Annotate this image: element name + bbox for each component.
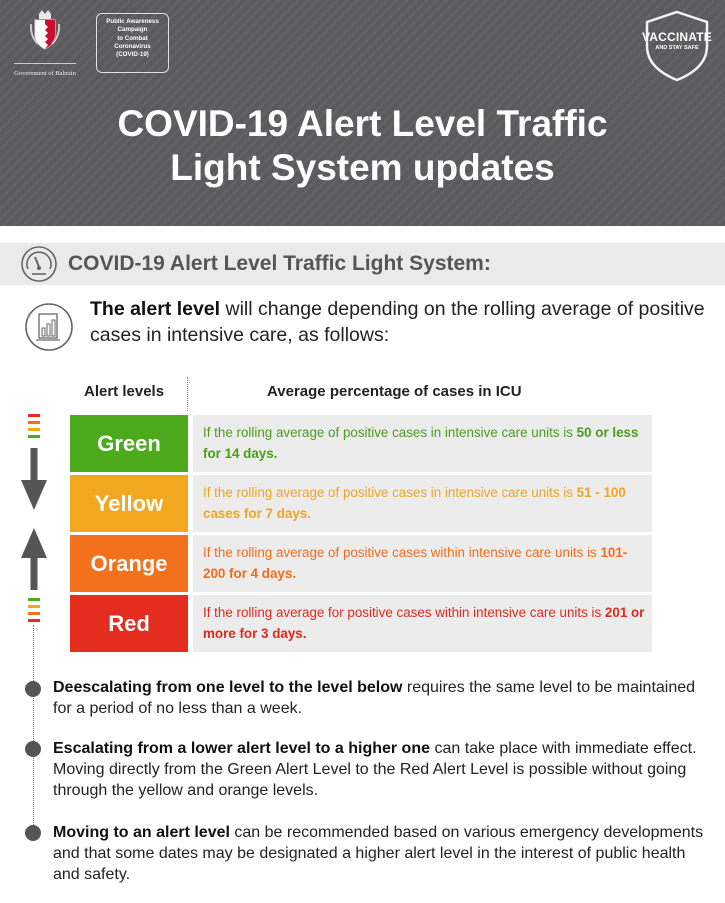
bullet-deescalating	[53, 677, 708, 719]
header-banner	[0, 0, 725, 226]
column-header-alert-levels: Alert levels	[84, 383, 165, 400]
vaccinate-subtitle: AND STAY SAFE	[655, 45, 699, 51]
intro-bold: The alert level	[90, 298, 221, 320]
intro-paragraph	[90, 296, 705, 348]
bullet-dot	[25, 741, 41, 757]
chart-document-icon	[24, 302, 74, 352]
alert-row-green	[70, 415, 652, 472]
level-label: Yellow	[70, 475, 188, 532]
title-line-2: Light System updates	[170, 147, 555, 188]
vaccinate-title: VACCINATE	[641, 30, 713, 44]
arabic-wordmark	[14, 54, 76, 64]
description-text: If the rolling average of positive cases in intensive care units is	[203, 485, 577, 500]
bullet-bold: Moving to an alert level	[53, 824, 230, 841]
level-description	[193, 595, 652, 652]
description-threshold: 201 or more for 3 days.	[203, 605, 645, 641]
campaign-line: to Combat	[117, 34, 148, 42]
traffic-light-bottom-icon	[28, 598, 40, 622]
government-logo	[8, 10, 82, 80]
bullet-connector-line	[33, 625, 34, 835]
section-title: COVID-19 Alert Level Traffic Light System:	[68, 252, 491, 275]
campaign-line: Public Awareness	[106, 18, 159, 25]
bullet-rest: can be recommended based on various emergency developments and that some dates may be designated a higher alert level in the interest of public health and safety.	[53, 824, 704, 883]
alert-row-orange	[70, 535, 652, 592]
title-line-1: COVID-19 Alert Level Traffic	[117, 103, 608, 144]
bullet-moving	[53, 822, 708, 885]
description-threshold: 50 or less for 14 days.	[203, 425, 639, 461]
down-arrow-icon	[21, 448, 47, 510]
campaign-badge	[96, 13, 169, 73]
up-arrow-icon	[21, 528, 47, 590]
alert-row-yellow	[70, 475, 652, 532]
bahrain-emblem-icon	[30, 10, 60, 50]
escalation-arrows	[16, 412, 56, 672]
level-label: Orange	[70, 535, 188, 592]
bullet-bold: Deescalating from one level to the level below	[53, 679, 403, 696]
bullet-rest: requires the same level to be maintained for a period of no less than a week.	[53, 679, 696, 717]
gauge-icon	[20, 245, 58, 283]
page-title	[0, 102, 725, 190]
description-threshold: 101- 200 for 4 days.	[203, 545, 628, 581]
gov-caption: Government of Bahrain	[14, 70, 76, 77]
level-label: Green	[70, 415, 188, 472]
campaign-line: Campaign	[117, 26, 148, 34]
level-description	[193, 475, 652, 532]
level-description	[193, 535, 652, 592]
bullet-rest: can take place with immediate effect. Moving directly from the Green Alert Level to the Red Alert Level is possible without going through the yellow and orange levels.	[53, 740, 697, 799]
bullet-bold: Escalating from a lower alert level to a higher one	[53, 740, 430, 757]
bullet-dot	[25, 681, 41, 697]
alert-row-red	[70, 595, 652, 652]
campaign-line: (COVID-19)	[116, 51, 149, 59]
column-header-average: Average percentage of cases in ICU	[267, 383, 522, 400]
bullet-escalating	[53, 738, 708, 801]
traffic-light-top-icon	[28, 414, 40, 438]
description-text: If the rolling average of positive cases in intensive care units is	[203, 425, 577, 440]
bullet-dot	[25, 825, 41, 841]
description-threshold: 51 - 100 cases for 7 days.	[203, 485, 626, 521]
description-text: If the rolling average of positive cases within intensive care units is	[203, 545, 601, 560]
level-description	[193, 415, 652, 472]
intro-rest: will change depending on the rolling average of positive cases in intensive care, as follows:	[90, 298, 705, 346]
level-label: Red	[70, 595, 188, 652]
header-divider	[187, 377, 188, 411]
description-text: If the rolling average for positive cases within intensive care units is	[203, 605, 605, 620]
campaign-line: Coronavirus	[114, 42, 151, 50]
vaccinate-badge	[641, 10, 713, 82]
